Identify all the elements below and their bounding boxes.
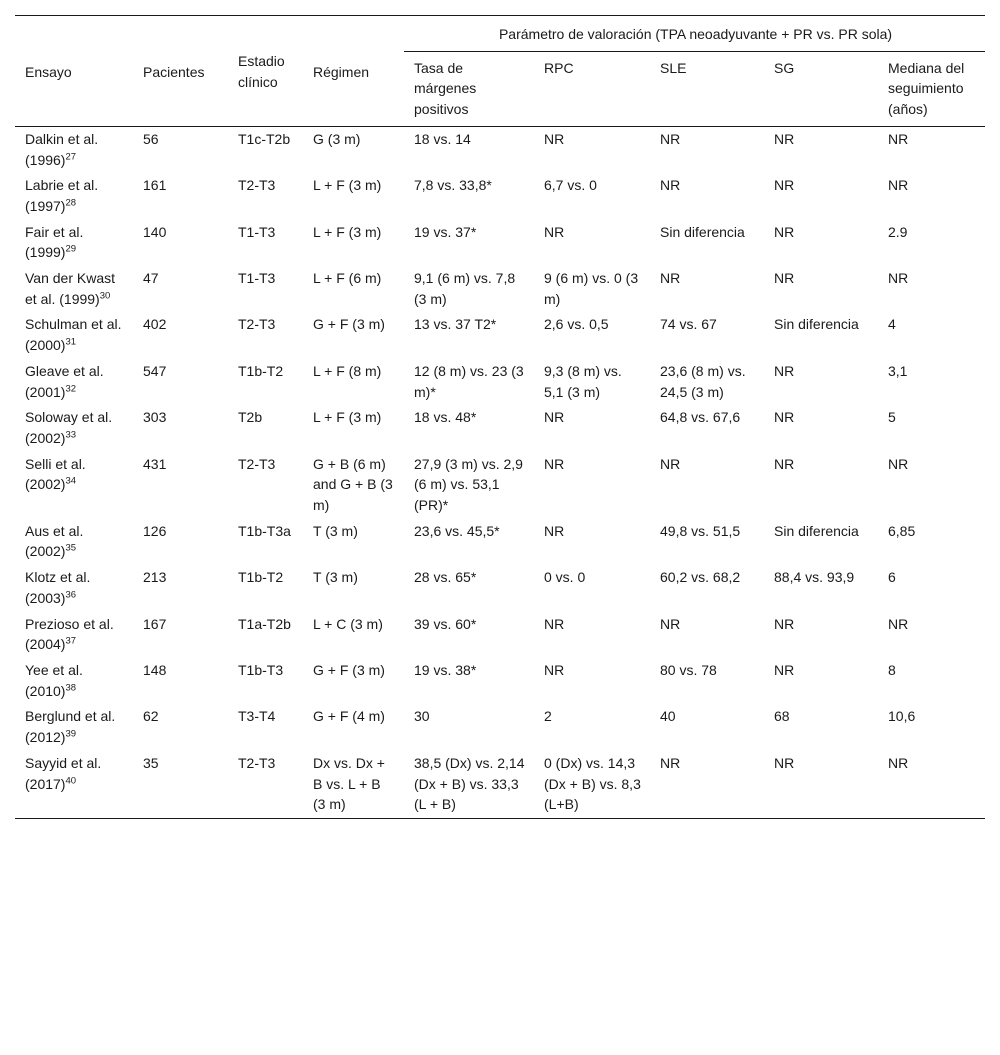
cell-sle: 40 (660, 708, 676, 725)
cell-sg: Sin diferencia (774, 522, 859, 539)
cell-tasa: 18 vs. 48* (414, 409, 477, 426)
col-header-tasa: Tasa de márgenes positivos (404, 51, 534, 126)
col-header-sg: SG (764, 51, 878, 126)
cell-regimen: G + F (3 m) (313, 661, 385, 678)
cell-estadio: T1-T3 (238, 223, 276, 240)
table-row (15, 751, 985, 819)
cell-pacientes: 402 (143, 316, 167, 333)
cell-rpc: 2 (544, 708, 552, 725)
cell-mediana: NR (888, 754, 909, 771)
cell-estadio: T1b-T2 (238, 569, 284, 586)
table-row (15, 658, 985, 704)
cell-mediana: 5 (888, 409, 896, 426)
reference-number: 31 (65, 336, 77, 348)
cell-estadio: T2-T3 (238, 455, 276, 472)
cell-regimen: T (3 m) (313, 522, 358, 539)
cell-regimen: G (3 m) (313, 130, 361, 147)
cell-rpc: 9 (6 m) vs. 0 (3 m) (544, 270, 639, 307)
cell-rpc: 0 vs. 0 (544, 569, 586, 586)
cell-mediana: NR (888, 455, 909, 472)
cell-rpc: NR (544, 455, 565, 472)
cell-estadio: T1c-T2b (238, 130, 291, 147)
cell-sle: 23,6 (8 m) vs. 24,5 (3 m) (660, 362, 746, 400)
reference-number: 27 (65, 150, 77, 162)
cell-regimen: L + C (3 m) (313, 615, 383, 632)
cell-sg: NR (774, 754, 795, 771)
cell-estadio: T1b-T2 (238, 362, 284, 379)
cell-tasa: 18 vs. 14 (414, 130, 471, 147)
cell-regimen: L + F (3 m) (313, 177, 382, 194)
cell-sg: Sin diferencia (774, 316, 859, 333)
cell-sg: NR (774, 409, 795, 426)
cell-ensayo (15, 220, 133, 266)
cell-rpc: NR (544, 409, 565, 426)
cell-rpc: NR (544, 130, 565, 147)
reference-number: 28 (65, 197, 77, 209)
col-header-estadio: Estadio clínico (228, 16, 303, 127)
reference-number: 39 (65, 728, 77, 740)
table-row (15, 565, 985, 611)
cell-sg: 68 (774, 708, 790, 725)
cell-regimen: G + B (6 m) and G + B (3 m) (313, 455, 393, 514)
reference-number: 40 (65, 774, 77, 786)
cell-rpc: 2,6 vs. 0,5 (544, 316, 609, 333)
cell-pacientes: 213 (143, 569, 167, 586)
reference-number: 36 (65, 589, 77, 601)
cell-sle: Sin diferencia (660, 223, 745, 240)
cell-mediana: NR (888, 177, 909, 194)
cell-sle: 49,8 vs. 51,5 (660, 522, 741, 539)
ensayo-text: Yee et al. (2010) (25, 661, 83, 699)
cell-pacientes: 62 (143, 708, 159, 725)
cell-mediana: 6 (888, 569, 896, 586)
cell-regimen: G + F (4 m) (313, 708, 385, 725)
cell-estadio: T3-T4 (238, 708, 276, 725)
ensayo-text: Aus et al. (2002) (25, 522, 84, 560)
cell-ensayo (15, 359, 133, 405)
table-row (15, 452, 985, 519)
cell-rpc: NR (544, 522, 565, 539)
ensayo-text: Labrie et al. (1997) (25, 177, 99, 214)
cell-tasa: 13 vs. 37 T2* (414, 316, 497, 333)
cell-mediana: 6,85 (888, 522, 916, 539)
cell-estadio: T2-T3 (238, 754, 276, 771)
cell-regimen: T (3 m) (313, 569, 358, 586)
ensayo-text: Gleave et al. (2001) (25, 362, 104, 400)
ensayo-text: Dalkin et al. (1996) (25, 130, 99, 168)
ensayo-text: Sayyid et al. (2017) (25, 754, 102, 792)
cell-ensayo (15, 751, 133, 819)
cell-sle: NR (660, 754, 681, 771)
cell-pacientes: 148 (143, 661, 167, 678)
cell-sle: NR (660, 177, 681, 194)
cell-rpc: 0 (Dx) vs. 14,3 (Dx + B) vs. 8,3 (L+B) (544, 754, 641, 813)
col-header-rpc: RPC (534, 51, 650, 126)
cell-sg: NR (774, 177, 795, 194)
col-header-ensayo: Ensayo (15, 16, 133, 127)
cell-ensayo (15, 173, 133, 219)
cell-sle: 64,8 vs. 67,6 (660, 409, 741, 426)
cell-pacientes: 167 (143, 615, 167, 632)
cell-regimen: L + F (8 m) (313, 362, 382, 379)
ensayo-text: Klotz et al. (2003) (25, 569, 91, 606)
cell-sle: 60,2 vs. 68,2 (660, 569, 741, 586)
cell-ensayo (15, 658, 133, 704)
cell-pacientes: 35 (143, 754, 159, 771)
cell-pacientes: 547 (143, 362, 167, 379)
cell-tasa: 39 vs. 60* (414, 615, 477, 632)
cell-mediana: 4 (888, 316, 896, 333)
table-row (15, 266, 985, 312)
cell-ensayo (15, 704, 133, 750)
cell-sg: NR (774, 455, 795, 472)
cell-rpc: NR (544, 661, 565, 678)
ensayo-text: Prezioso et al. (2004) (25, 615, 114, 653)
cell-sle: NR (660, 615, 681, 632)
cell-mediana: 8 (888, 661, 896, 678)
cell-sle: NR (660, 130, 681, 147)
reference-number: 33 (65, 429, 77, 441)
reference-number: 35 (65, 542, 77, 554)
cell-pacientes: 56 (143, 130, 159, 147)
col-header-regimen: Régimen (303, 16, 404, 127)
cell-regimen: L + F (3 m) (313, 409, 382, 426)
ensayo-text: Schulman et al. (2000) (25, 316, 122, 354)
cell-estadio: T2-T3 (238, 316, 276, 333)
cell-estadio: T2-T3 (238, 177, 276, 194)
trials-table (15, 15, 985, 819)
cell-sg: NR (774, 615, 795, 632)
cell-ensayo (15, 612, 133, 658)
table-row (15, 220, 985, 266)
cell-sle: NR (660, 270, 681, 287)
cell-mediana: NR (888, 130, 909, 147)
table-row (15, 612, 985, 658)
ensayo-text: Soloway et al. (2002) (25, 409, 113, 446)
cell-estadio: T1-T3 (238, 270, 276, 287)
cell-estadio: T2b (238, 409, 263, 426)
cell-regimen: L + F (3 m) (313, 223, 382, 240)
cell-mediana: 3,1 (888, 362, 908, 379)
cell-tasa: 12 (8 m) vs. 23 (3 m)* (414, 362, 524, 400)
cell-pacientes: 126 (143, 522, 167, 539)
cell-ensayo (15, 266, 133, 312)
table-body (15, 126, 985, 818)
cell-sg: NR (774, 362, 795, 379)
reference-number: 32 (65, 382, 77, 394)
cell-sg: 88,4 vs. 93,9 (774, 569, 855, 586)
cell-rpc: NR (544, 223, 565, 240)
cell-pacientes: 431 (143, 455, 167, 472)
cell-ensayo (15, 519, 133, 565)
table-row (15, 359, 985, 405)
cell-pacientes: 47 (143, 270, 159, 287)
cell-estadio: T1b-T3 (238, 661, 284, 678)
cell-mediana: NR (888, 615, 909, 632)
reference-number: 37 (65, 635, 77, 647)
table-row (15, 312, 985, 358)
cell-mediana: 2.9 (888, 223, 908, 240)
ensayo-text: Fair et al. (1999) (25, 223, 84, 261)
cell-sle: 80 vs. 78 (660, 661, 717, 678)
cell-tasa: 38,5 (Dx) vs. 2,14 (Dx + B) vs. 33,3 (L + B) (414, 754, 525, 813)
ensayo-text: Selli et al. (2002) (25, 455, 86, 493)
cell-tasa: 30 (414, 708, 430, 725)
cell-tasa: 19 vs. 38* (414, 661, 477, 678)
cell-sg: NR (774, 270, 795, 287)
cell-sg: NR (774, 223, 795, 240)
table-row (15, 126, 985, 173)
table-header (15, 16, 985, 127)
cell-ensayo (15, 565, 133, 611)
table-row (15, 519, 985, 565)
cell-ensayo (15, 452, 133, 519)
col-header-pacientes: Pacientes (133, 16, 228, 127)
table-row (15, 173, 985, 219)
cell-tasa: 7,8 vs. 33,8* (414, 177, 492, 194)
table-row (15, 405, 985, 451)
col-header-sle: SLE (650, 51, 764, 126)
reference-number: 38 (65, 682, 77, 694)
cell-estadio: T1a-T2b (238, 615, 291, 632)
table-container (15, 15, 985, 819)
cell-tasa: 27,9 (3 m) vs. 2,9 (6 m) vs. 53,1 (PR)* (414, 455, 523, 514)
cell-pacientes: 161 (143, 177, 167, 194)
cell-rpc: 9,3 (8 m) vs. 5,1 (3 m) (544, 362, 622, 400)
cell-mediana: 10,6 (888, 708, 916, 725)
reference-number: 34 (65, 475, 77, 487)
col-header-mediana: Mediana del seguimiento (años) (878, 51, 985, 126)
cell-ensayo (15, 312, 133, 358)
cell-tasa: 28 vs. 65* (414, 569, 477, 586)
cell-rpc: NR (544, 615, 565, 632)
ensayo-text: Van der Kwast et al. (1999) (25, 270, 116, 307)
cell-regimen: Dx vs. Dx + B vs. L + B (3 m) (313, 754, 385, 813)
cell-regimen: L + F (6 m) (313, 270, 382, 287)
cell-sle: NR (660, 455, 681, 472)
reference-number: 29 (65, 243, 77, 255)
table-row (15, 704, 985, 750)
cell-sg: NR (774, 661, 795, 678)
cell-rpc: 6,7 vs. 0 (544, 177, 597, 194)
cell-tasa: 23,6 vs. 45,5* (414, 522, 500, 539)
cell-ensayo (15, 405, 133, 451)
cell-pacientes: 140 (143, 223, 167, 240)
group-header-parametro: Parámetro de valoración (TPA neoadyuvante + PR vs. PR sola) (404, 16, 985, 52)
cell-mediana: NR (888, 270, 909, 287)
cell-sle: 74 vs. 67 (660, 316, 717, 333)
cell-ensayo (15, 126, 133, 173)
cell-sg: NR (774, 130, 795, 147)
cell-tasa: 19 vs. 37* (414, 223, 477, 240)
cell-regimen: G + F (3 m) (313, 316, 385, 333)
cell-estadio: T1b-T3a (238, 522, 291, 539)
ensayo-text: Berglund et al. (2012) (25, 708, 116, 746)
cell-tasa: 9,1 (6 m) vs. 7,8 (3 m) (414, 270, 516, 307)
cell-pacientes: 303 (143, 409, 167, 426)
reference-number: 30 (99, 290, 111, 302)
